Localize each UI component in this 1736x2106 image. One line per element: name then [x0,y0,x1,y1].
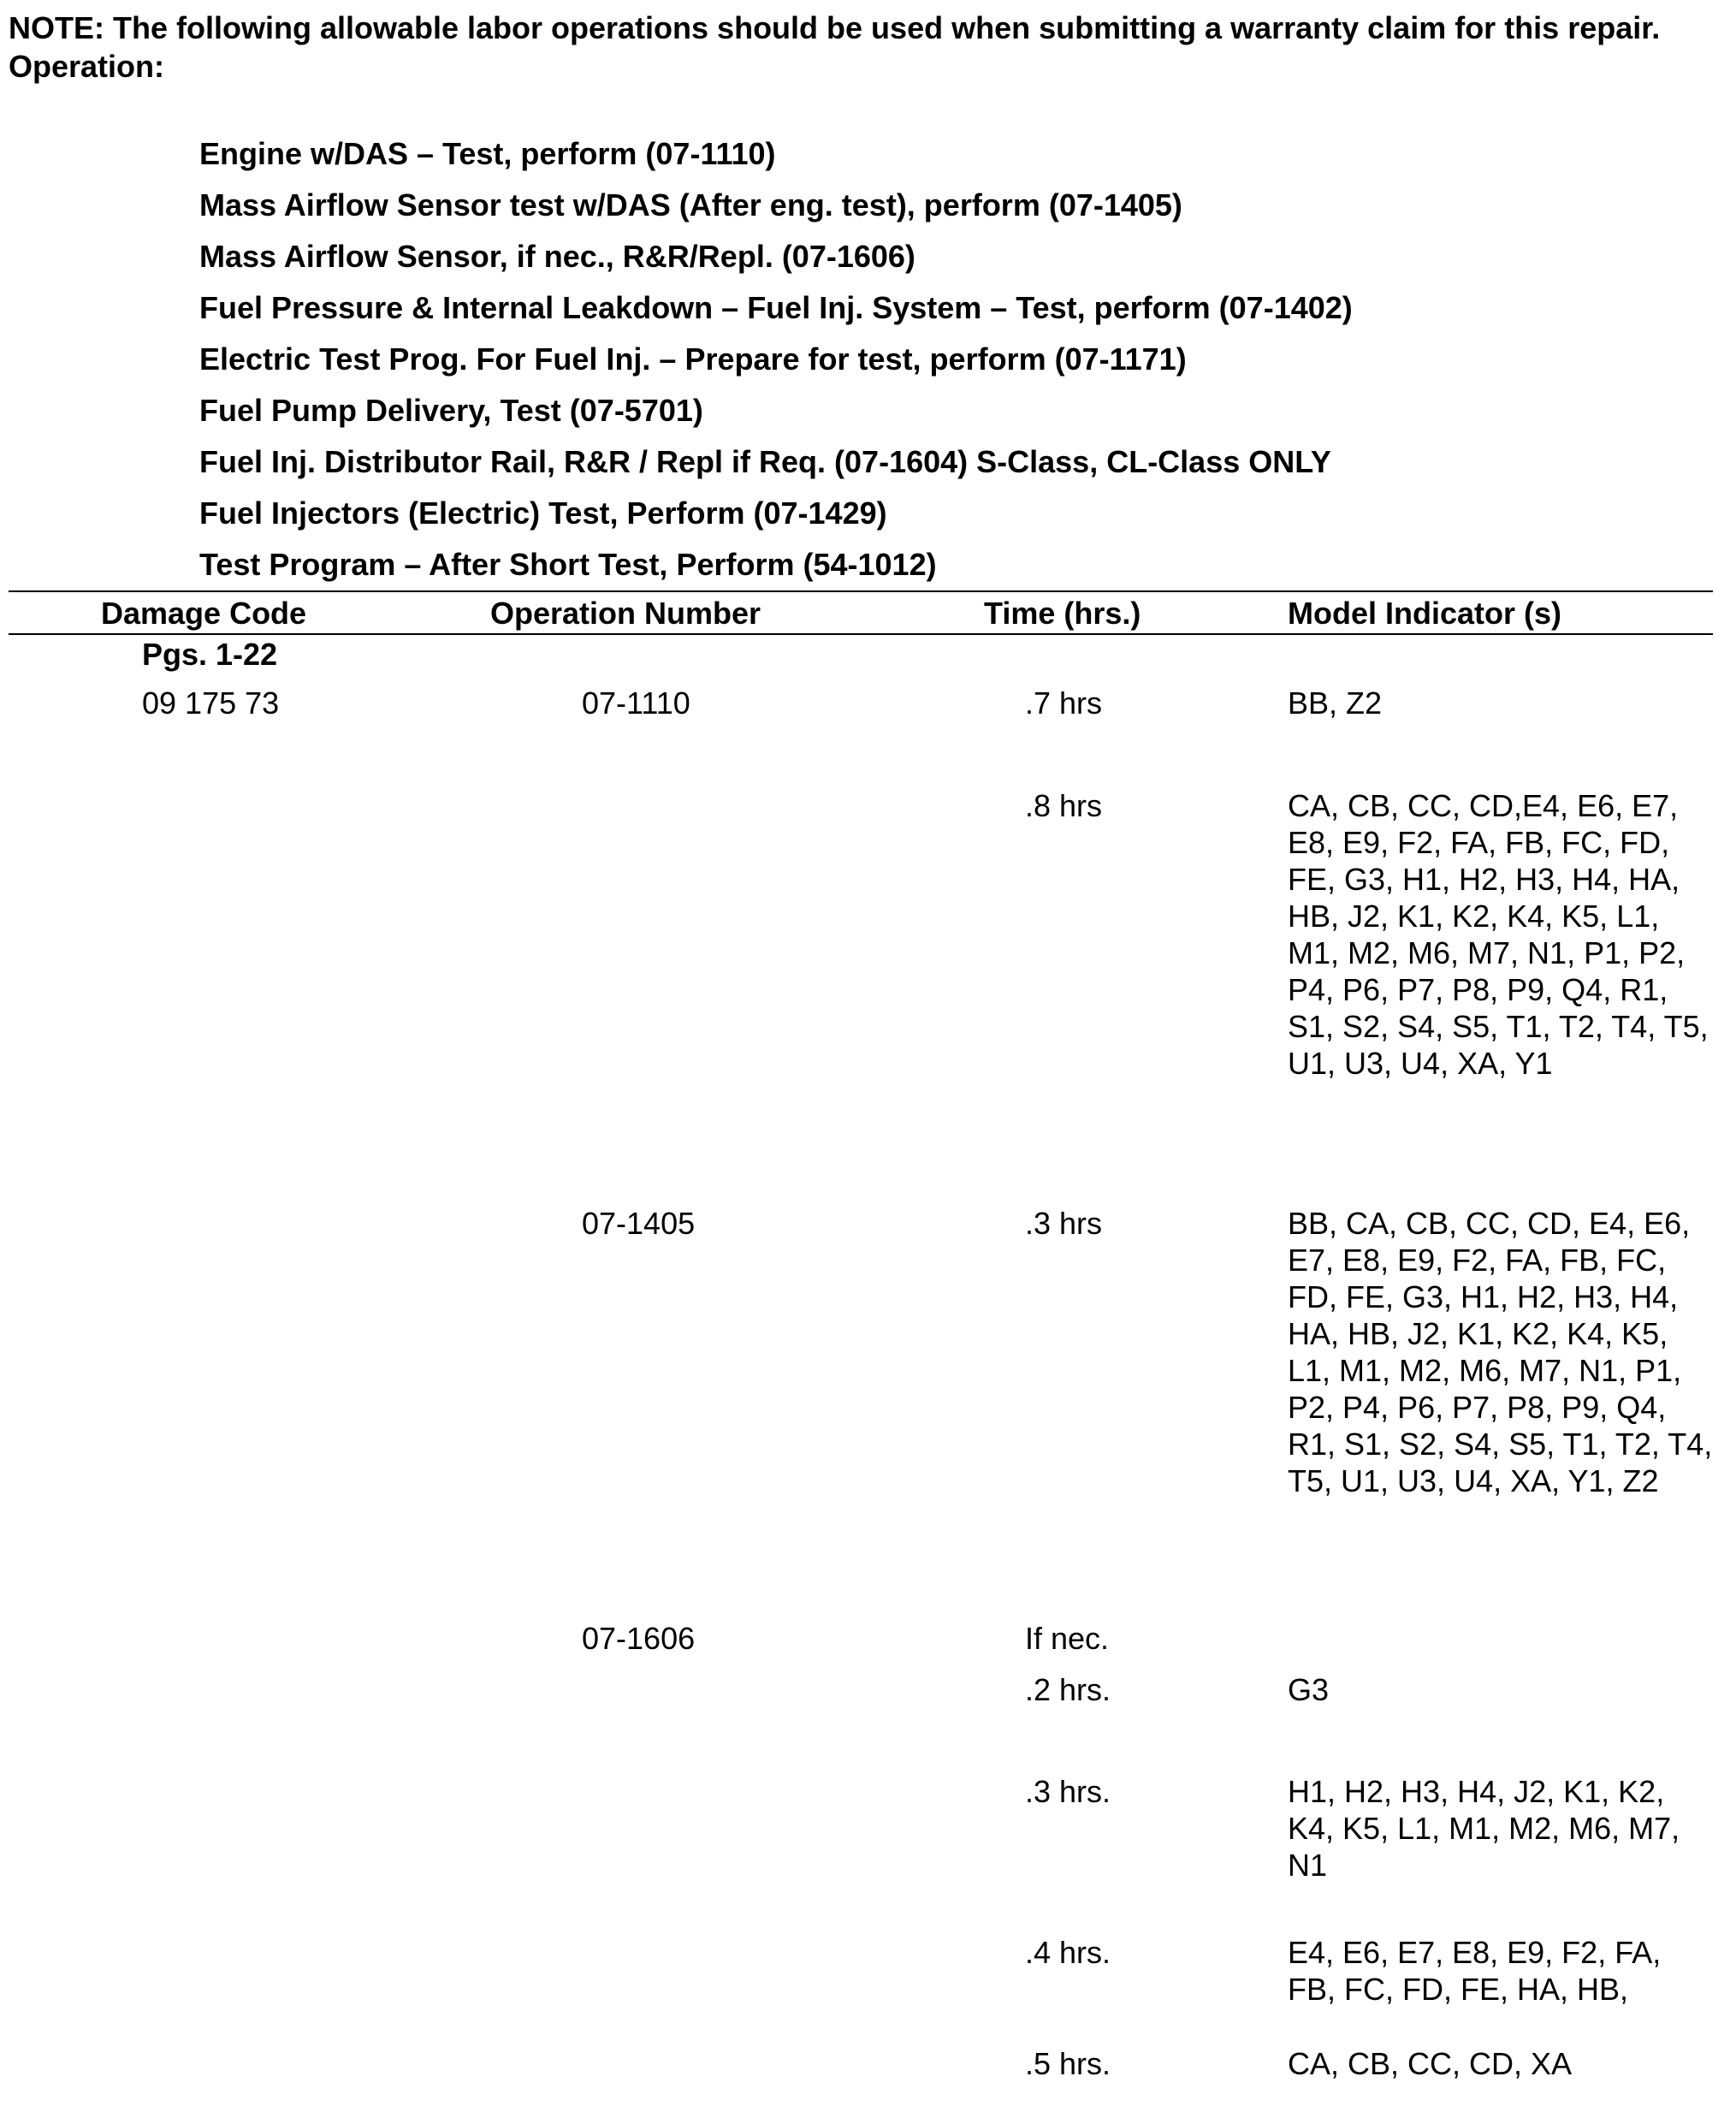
note-text: NOTE: The following allowable labor operations should be used when submitting a warranty claim for this repair. [9,10,1661,45]
time-cell: .8 hrs [1025,788,1103,823]
labor-operation: Fuel Pressure & Internal Leakdown – Fuel Inj. System – Test, perform (07-1402) [199,290,1353,325]
labor-operation: Mass Airflow Sensor test w/DAS (After eng. test), perform (07-1405) [199,187,1182,222]
operation-number-cell: 07-1110 [582,685,690,721]
damage-code-value: 09 175 73 [142,685,280,721]
labor-operation: Fuel Inj. Distributor Rail, R&R / Repl if Req. (07-1604) S-Class, CL-Class ONLY [199,444,1331,479]
time-cell: .3 hrs [1025,1206,1103,1241]
operation-label: Operation: [9,49,165,84]
model-indicator-cell: BB, CA, CB, CC, CD, E4, E6, E7, E8, E9, F2, FA, FB, FC, FD, FE, G3, H1, H2, H3, H4, HA, HB, J2, K1, K2, K4, K5, L1, M1, M2, M6, M7, N1, P1, P2, P4, P6, P7, P8, P9, Q4, R1, S1, S2, S4, S5, T1, T2, T4, T5, U1, U3, U4, XA, Y1, Z2 [1288,1206,1713,1498]
labor-operation: Fuel Injectors (Electric) Test, Perform (07-1429) [199,495,887,531]
model-indicator-cell: CA, CB, CC, CD, XA [1288,2046,1573,2081]
time-cell: .3 hrs. [1025,1774,1111,1809]
operation-number-cell: 07-1606 [582,1621,696,1656]
header-damage-code: Damage Code [101,596,307,631]
operation-number-cell: 07-1405 [582,1206,696,1241]
labor-operation: Fuel Pump Delivery, Test (07-5701) [199,393,703,428]
pages-label: Pgs. 1-22 [142,637,278,672]
labor-operation: Engine w/DAS – Test, perform (07-1110) [199,136,776,171]
model-indicator-cell: CA, CB, CC, CD,E4, E6, E7, E8, E9, F2, FA, FB, FC, FD, FE, G3, H1, H2, H3, H4, HA, HB, J2, K1, K2, K4, K5, L1, M1, M2, M6, M7, N1, P1, P2, P4, P6, P7, P8, P9, Q4, R1, S1, S2, S4, S5, T1, T2, T4, T5, U1, U3, U4, XA, Y1 [1288,788,1709,1081]
model-indicator-cell: E4, E6, E7, E8, E9, F2, FA, FB, FC, FD, FE, HA, HB, [1288,1935,1662,2007]
model-indicator-cell: G3 [1288,1672,1330,1707]
labor-operation: Mass Airflow Sensor, if nec., R&R/Repl. (07-1606) [199,239,915,274]
labor-operation: Test Program – After Short Test, Perform (54-1012) [199,547,937,582]
labor-operation: Electric Test Prog. For Fuel Inj. – Prepare for test, perform (07-1171) [199,341,1187,377]
model-indicator-cell: H1, H2, H3, H4, J2, K1, K2, K4, K5, L1, M1, M2, M6, M7, N1 [1288,1774,1680,1883]
header-time: Time (hrs.) [984,596,1141,631]
time-cell: .7 hrs [1025,685,1103,721]
time-cell: .5 hrs. [1025,2046,1111,2081]
model-indicator-cell: BB, Z2 [1288,685,1383,721]
time-cell: .2 hrs. [1025,1672,1111,1707]
warranty-note [9,9,1703,86]
header-operation-number: Operation Number [490,596,761,631]
labor-operations-list [199,128,1722,590]
time-cell: If nec. [1025,1621,1110,1656]
time-cell: .4 hrs. [1025,1935,1111,1970]
header-model-indicator: Model Indicator (s) [1288,596,1562,631]
